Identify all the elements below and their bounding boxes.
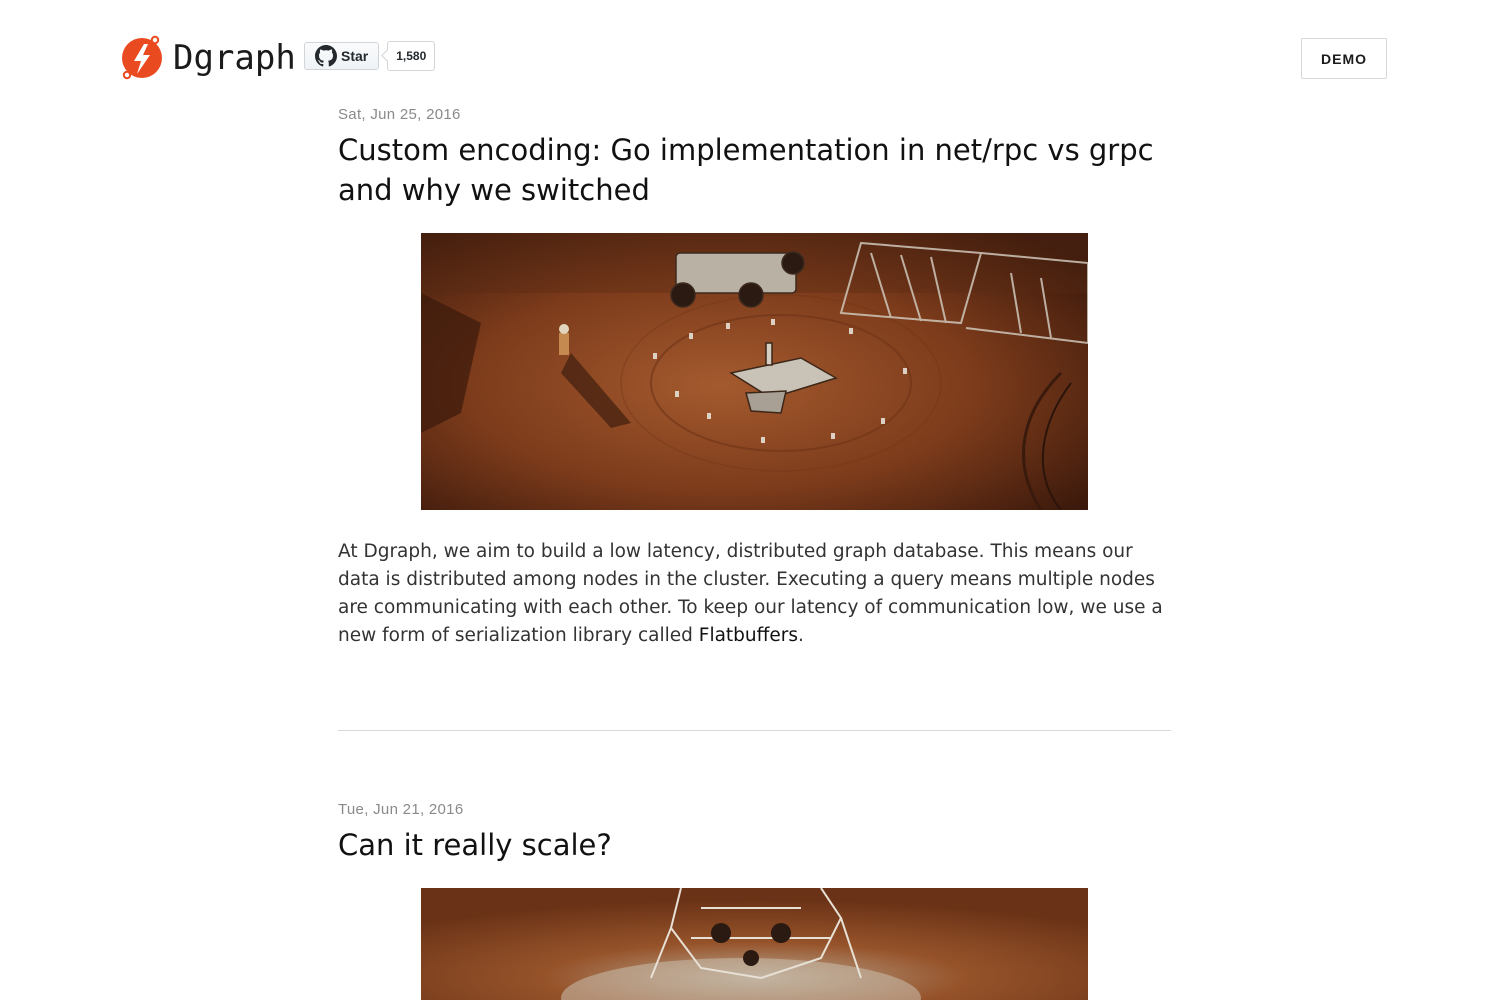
post-title-link[interactable]: Custom encoding: Go implementation in net/rpc vs grpc and why we switched (338, 133, 1154, 207)
github-star-button[interactable] (304, 42, 379, 70)
demo-button[interactable]: DEMO (1301, 38, 1387, 79)
github-icon (315, 45, 337, 67)
mars-lander-illustration (421, 888, 1088, 1000)
post-image-mars-lander[interactable] (421, 888, 1088, 1000)
mars-rover-illustration (421, 233, 1088, 510)
flatbuffers-link[interactable]: Flatbuffers (698, 625, 799, 646)
dgraph-logo-icon (120, 32, 165, 83)
post-divider (338, 730, 1171, 731)
post-excerpt-end: . (798, 625, 804, 646)
github-star-label: Star (341, 48, 369, 64)
post-date: Tue, Jun 21, 2016 (338, 801, 464, 818)
post-date: Sat, Jun 25, 2016 (338, 106, 461, 123)
post-image-mars-rover[interactable] (421, 233, 1088, 510)
post-excerpt-text: At Dgraph, we aim to build a low latency, distributed graph database. This means our data is distributed among nodes in the cluster. Executing a query means multiple nodes are communicating with each other. To keep our latency of communication low, we use a new form of serialization library called (338, 541, 1163, 646)
dgraph-logo-link[interactable] (120, 32, 296, 83)
post-title-link[interactable]: Can it really scale? (338, 828, 612, 862)
github-star-count[interactable]: 1,580 (387, 41, 435, 71)
logo-text: Dgraph (173, 37, 296, 78)
github-star-widget (304, 41, 435, 71)
post-excerpt (338, 538, 1168, 650)
